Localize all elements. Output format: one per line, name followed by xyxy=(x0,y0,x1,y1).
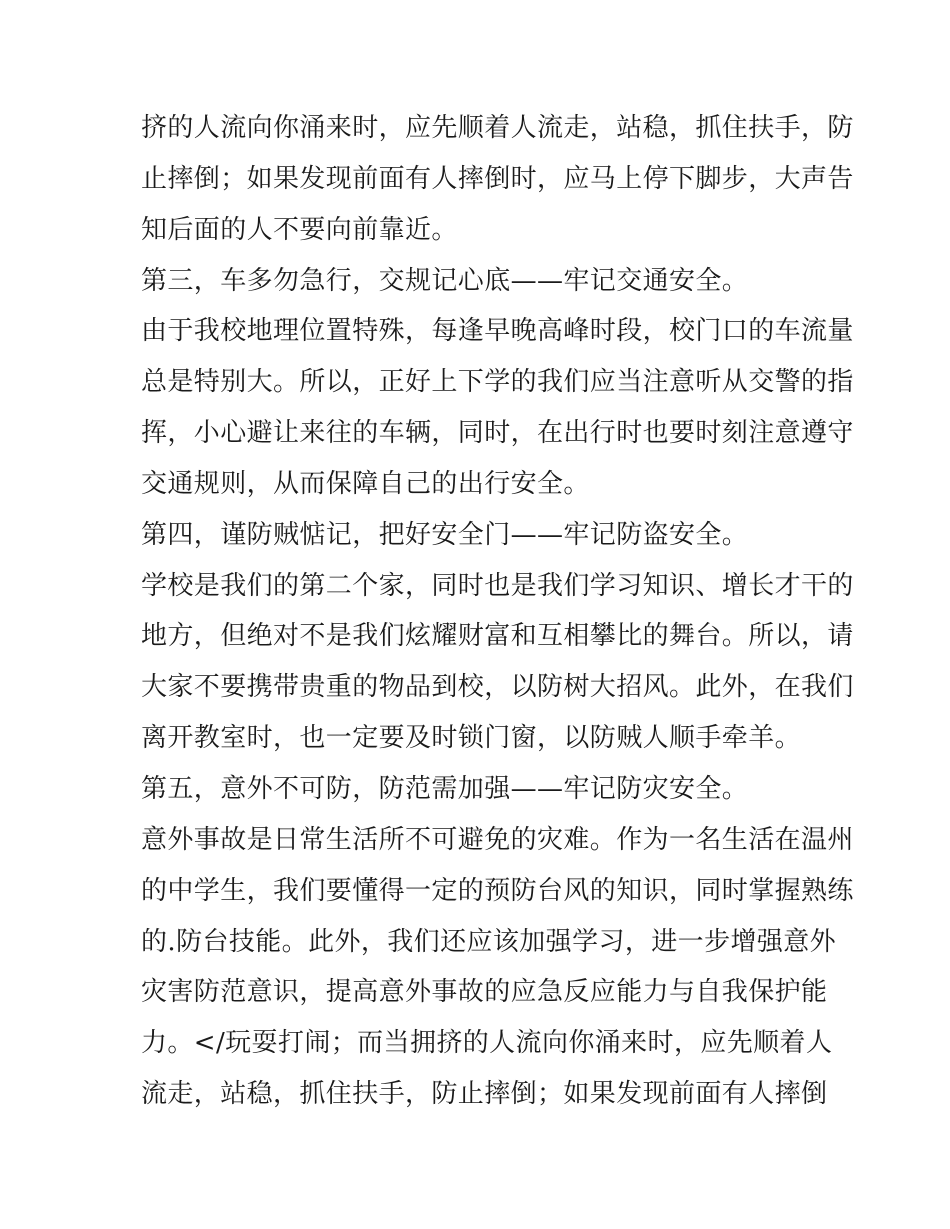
text-line: 的中学生，我们要懂得一定的预防台风的知识，同时掌握熟练 xyxy=(141,875,854,906)
text-line: 大家不要携带贵重的物品到校，以防树大招风。此外，在我们 xyxy=(141,672,854,703)
text-line: 灾害防范意识，提高意外事故的应急反应能力与自我保护能 xyxy=(141,977,828,1008)
text-line: 挤的人流向你涌来时，应先顺着人流走，站稳，抓住扶手，防 xyxy=(141,113,854,143)
text-line: 离开教室时，也一定要及时锁门窗，以防贼人顺手牵羊。 xyxy=(141,723,802,754)
text-line: 意外事故是日常生活所不可避免的灾难。作为一名生活在温州 xyxy=(141,824,854,855)
text-line: 学校是我们的第二个家，同时也是我们学习知识、增长才干的 xyxy=(141,570,854,601)
text-line: 止摔倒；如果发现前面有人摔倒时，应马上停下脚步，大声告 xyxy=(141,163,854,194)
section-heading: 第五，意外不可防，防范需加强——牢记防灾安全。 xyxy=(141,773,749,804)
section-heading: 第四，谨防贼惦记，把好安全门——牢记防盗安全。 xyxy=(141,519,749,550)
text-line: 流走，站稳，抓住扶手，防止摔倒；如果发现前面有人摔倒 xyxy=(141,1079,828,1110)
text-line: 知后面的人不要向前靠近。 xyxy=(141,214,458,245)
text-line: 地方，但绝对不是我们炫耀财富和互相攀比的舞台。所以，请 xyxy=(141,621,854,652)
text-line: 总是特别大。所以，正好上下学的我们应当注意听从交警的指 xyxy=(141,367,854,398)
text-line: 由于我校地理位置特殊，每逢早晚高峰时段，校门口的车流量 xyxy=(141,316,854,347)
text-line: 力。</玩耍打闹；而当拥挤的人流向你涌来时，应先顺着人 xyxy=(141,1028,833,1059)
text-line: 交通规则，从而保障自己的出行安全。 xyxy=(141,468,590,499)
text-line: 挥，小心避让来往的车辆，同时，在出行时也要时刻注意遵守 xyxy=(141,418,854,449)
text-line: 的.防台技能。此外，我们还应该加强学习，进一步增强意外 xyxy=(141,926,837,957)
section-heading: 第三，车多勿急行，交规记心底——牢记交通安全。 xyxy=(141,265,749,296)
body-text xyxy=(141,103,854,1120)
